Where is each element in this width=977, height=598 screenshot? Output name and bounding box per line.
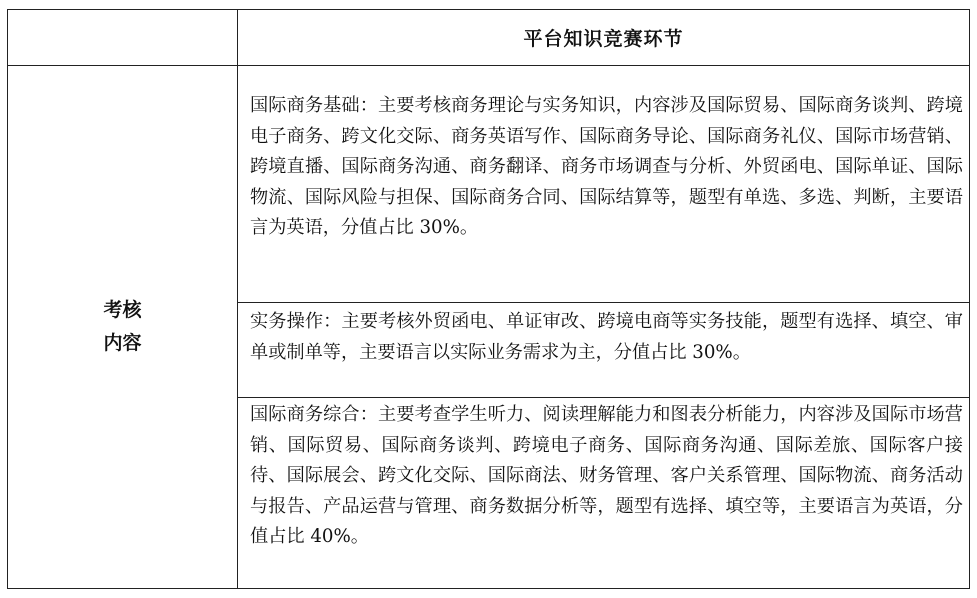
label-line-1: 考核 [103,299,142,321]
competition-table [7,9,970,589]
header-row [8,10,970,66]
section-practice-text: 实务操作：主要考核外贸函电、单证审改、跨境电商等实务技能，题型有选择、填空、审单或制单等，主要语言以实际业务需求为主，分值占比 30%。 [238,303,970,398]
header-title: 平台知识竞赛环节 [523,28,684,50]
label-cell [8,66,238,589]
label-line-2: 内容 [103,332,142,354]
header-title-cell [238,10,970,66]
header-empty-cell [8,10,238,66]
section-basics-text: 国际商务基础：主要考核商务理论与实务知识，内容涉及国际贸易、国际商务谈判、跨境电子商务、跨文化交际、商务英语写作、国际商务导论、国际商务礼仪、国际市场营销、跨境直播、国际商务沟通、商务翻译、商务市场调查与分析、外贸函电、国际单证、国际物流、国际风险与担保、国际商务合同、国际结算等，题型有单选、多选、判断，主要语言为英语，分值占比 30%。 [238,66,970,303]
section-comprehensive-text: 国际商务综合：主要考查学生听力、阅读理解能力和图表分析能力，内容涉及国际市场营销、国际贸易、国际商务谈判、跨境电子商务、国际商务沟通、国际差旅、国际客户接待、国际展会、跨文化交际、国际商法、财务管理、客户关系管理、国际物流、商务活动与报告、产品运营与管理、商务数据分析等，题型有选择、填空等，主要语言为英语，分值占比 40%。 [238,398,970,589]
section-row-basics [8,66,970,303]
